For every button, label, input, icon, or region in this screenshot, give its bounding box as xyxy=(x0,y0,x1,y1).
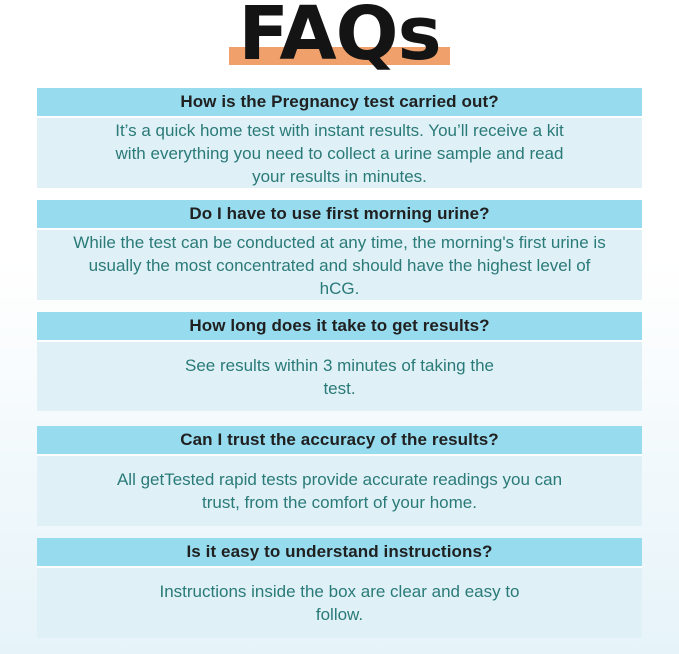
faq-question: Is it easy to understand instructions? xyxy=(37,538,642,566)
faq-item xyxy=(37,312,642,411)
faq-question: How is the Pregnancy test carried out? xyxy=(37,88,642,116)
faq-answer xyxy=(37,228,642,300)
faq-answer xyxy=(37,454,642,526)
faq-answer-text: It’s a quick home test with instant results. You’ll receive a kit with everything you need to collect a urine sample and read your results in minutes. xyxy=(115,120,564,186)
faq-item xyxy=(37,200,642,300)
faq-answer-text: All getTested rapid tests provide accurate readings you can trust, from the comfort of your home. xyxy=(116,470,563,512)
faq-question: Do I have to use first morning urine? xyxy=(37,200,642,228)
faq-answer-text: While the test can be conducted at any time, the morning's first urine is usually the most concentrated and should have the highest level of hCG. xyxy=(73,232,606,298)
faq-answer xyxy=(37,116,642,188)
faq-item xyxy=(37,88,642,188)
faq-question: Can I trust the accuracy of the results? xyxy=(37,426,642,454)
page-title: FAQs xyxy=(238,0,441,77)
faq-question: How long does it take to get results? xyxy=(37,312,642,340)
faq-answer xyxy=(37,566,642,638)
faq-answer xyxy=(37,340,642,411)
faq-item xyxy=(37,426,642,526)
faq-answer-text: See results within 3 minutes of taking the test. xyxy=(185,355,494,398)
faq-item xyxy=(37,538,642,638)
page-header xyxy=(0,0,679,80)
faq-answer-text: Instructions inside the box are clear and easy to follow. xyxy=(159,582,520,624)
